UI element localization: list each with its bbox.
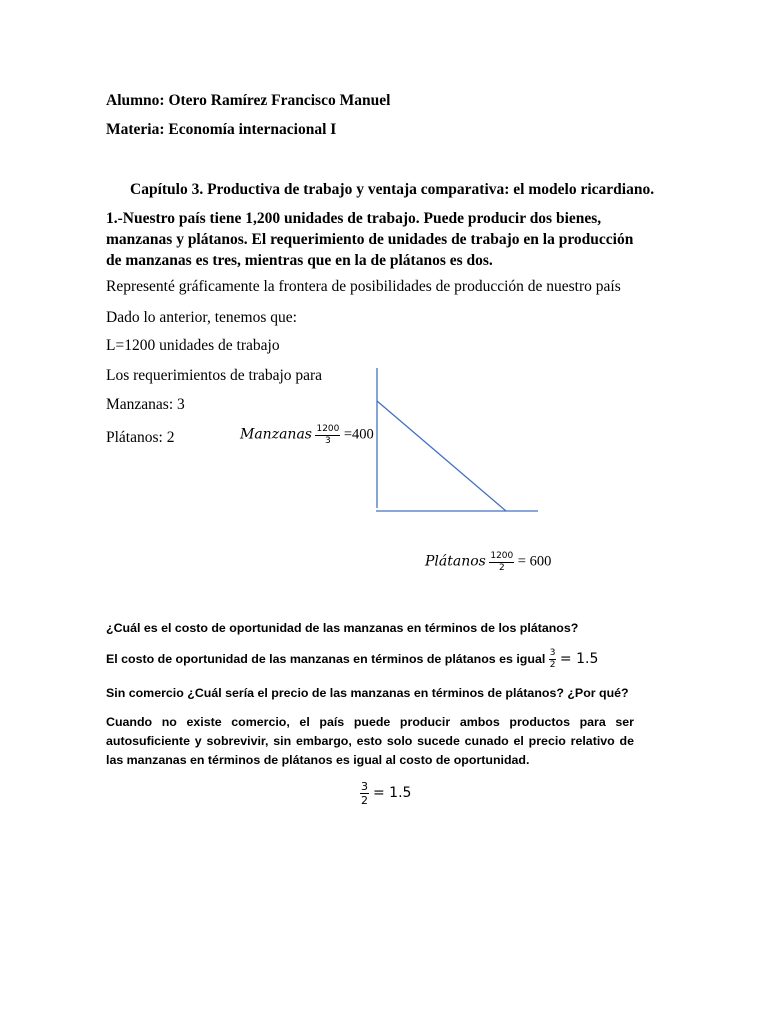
body-line-6: Plátanos: 2 xyxy=(106,429,175,446)
answer-opportunity-cost-text: El costo de oportunidad de las manzanas en términos de plátanos es igual xyxy=(106,651,546,666)
formula-manzanas-denominator: 3 xyxy=(325,436,331,446)
formula-platanos-fraction xyxy=(489,552,514,573)
graph-frontier-line xyxy=(377,401,506,511)
final-formula xyxy=(360,781,411,806)
formula-platanos-denominator: 2 xyxy=(498,563,505,573)
formula-manzanas xyxy=(240,425,374,446)
question-opportunity-cost: ¿Cuál es el costo de oportunidad de las manzanas en términos de los plátanos? xyxy=(106,621,579,635)
formula-platanos xyxy=(425,552,551,573)
answer-price-without-trade: Cuando no existe comercio, el país puede producir ambos productos para ser autosuficiente y sobrevivir, sin embargo, esto solo sucede cunado el precio relativo de las manzanas en términos de plátanos es igual al costo de oportunidad. xyxy=(106,715,634,767)
ppf-graph xyxy=(370,365,545,520)
answer-opportunity-cost-result: = 1.5 xyxy=(559,650,599,667)
formula-manzanas-fraction xyxy=(315,425,340,446)
formula-manzanas-numerator: 1200 xyxy=(316,424,340,434)
final-formula-fraction xyxy=(360,781,369,806)
final-fraction-denominator: 2 xyxy=(361,794,368,807)
formula-manzanas-label: Manzanas xyxy=(240,426,312,443)
answer-opportunity-cost xyxy=(106,649,598,670)
final-fraction-numerator: 3 xyxy=(361,780,368,793)
final-formula-result: = 1.5 xyxy=(373,785,412,802)
body-line-1: Representé gráficamente la frontera de posibilidades de producción de nuestro país xyxy=(106,278,621,295)
body-line-4: Los requerimientos de trabajo para xyxy=(106,367,323,384)
body-line-3: L=1200 unidades de trabajo xyxy=(106,337,280,354)
answer-fraction-denominator: 2 xyxy=(549,660,556,670)
body-line-5: Manzanas: 3 xyxy=(106,396,185,413)
question-1: 1.-Nuestro país tiene 1,200 unidades de trabajo. Puede producir dos bienes, manzanas y plátanos. El requerimiento de unidades de trabajo en la producción de manzanas es tres, mientras que en la de plátanos es dos. xyxy=(106,210,634,269)
body-line-2: Dado lo anterior, tenemos que: xyxy=(106,309,297,326)
chapter-title: Capítulo 3. Productiva de trabajo y ventaja comparativa: el modelo ricardiano. xyxy=(130,181,655,198)
formula-platanos-numerator: 1200 xyxy=(490,551,514,561)
formula-platanos-result: = 600 xyxy=(517,553,552,570)
question-price-without-trade: Sin comercio ¿Cuál sería el precio de las manzanas en términos de plátanos? ¿Por qué? xyxy=(106,686,629,700)
formula-manzanas-result: =400 xyxy=(343,426,374,443)
subject: Materia: Economía internacional I xyxy=(106,121,337,138)
answer-fraction-numerator: 3 xyxy=(549,648,556,658)
formula-platanos-label: Plátanos xyxy=(425,553,486,570)
answer-opportunity-cost-fraction xyxy=(549,649,557,670)
student-name: Alumno: Otero Ramírez Francisco Manuel xyxy=(106,92,391,109)
